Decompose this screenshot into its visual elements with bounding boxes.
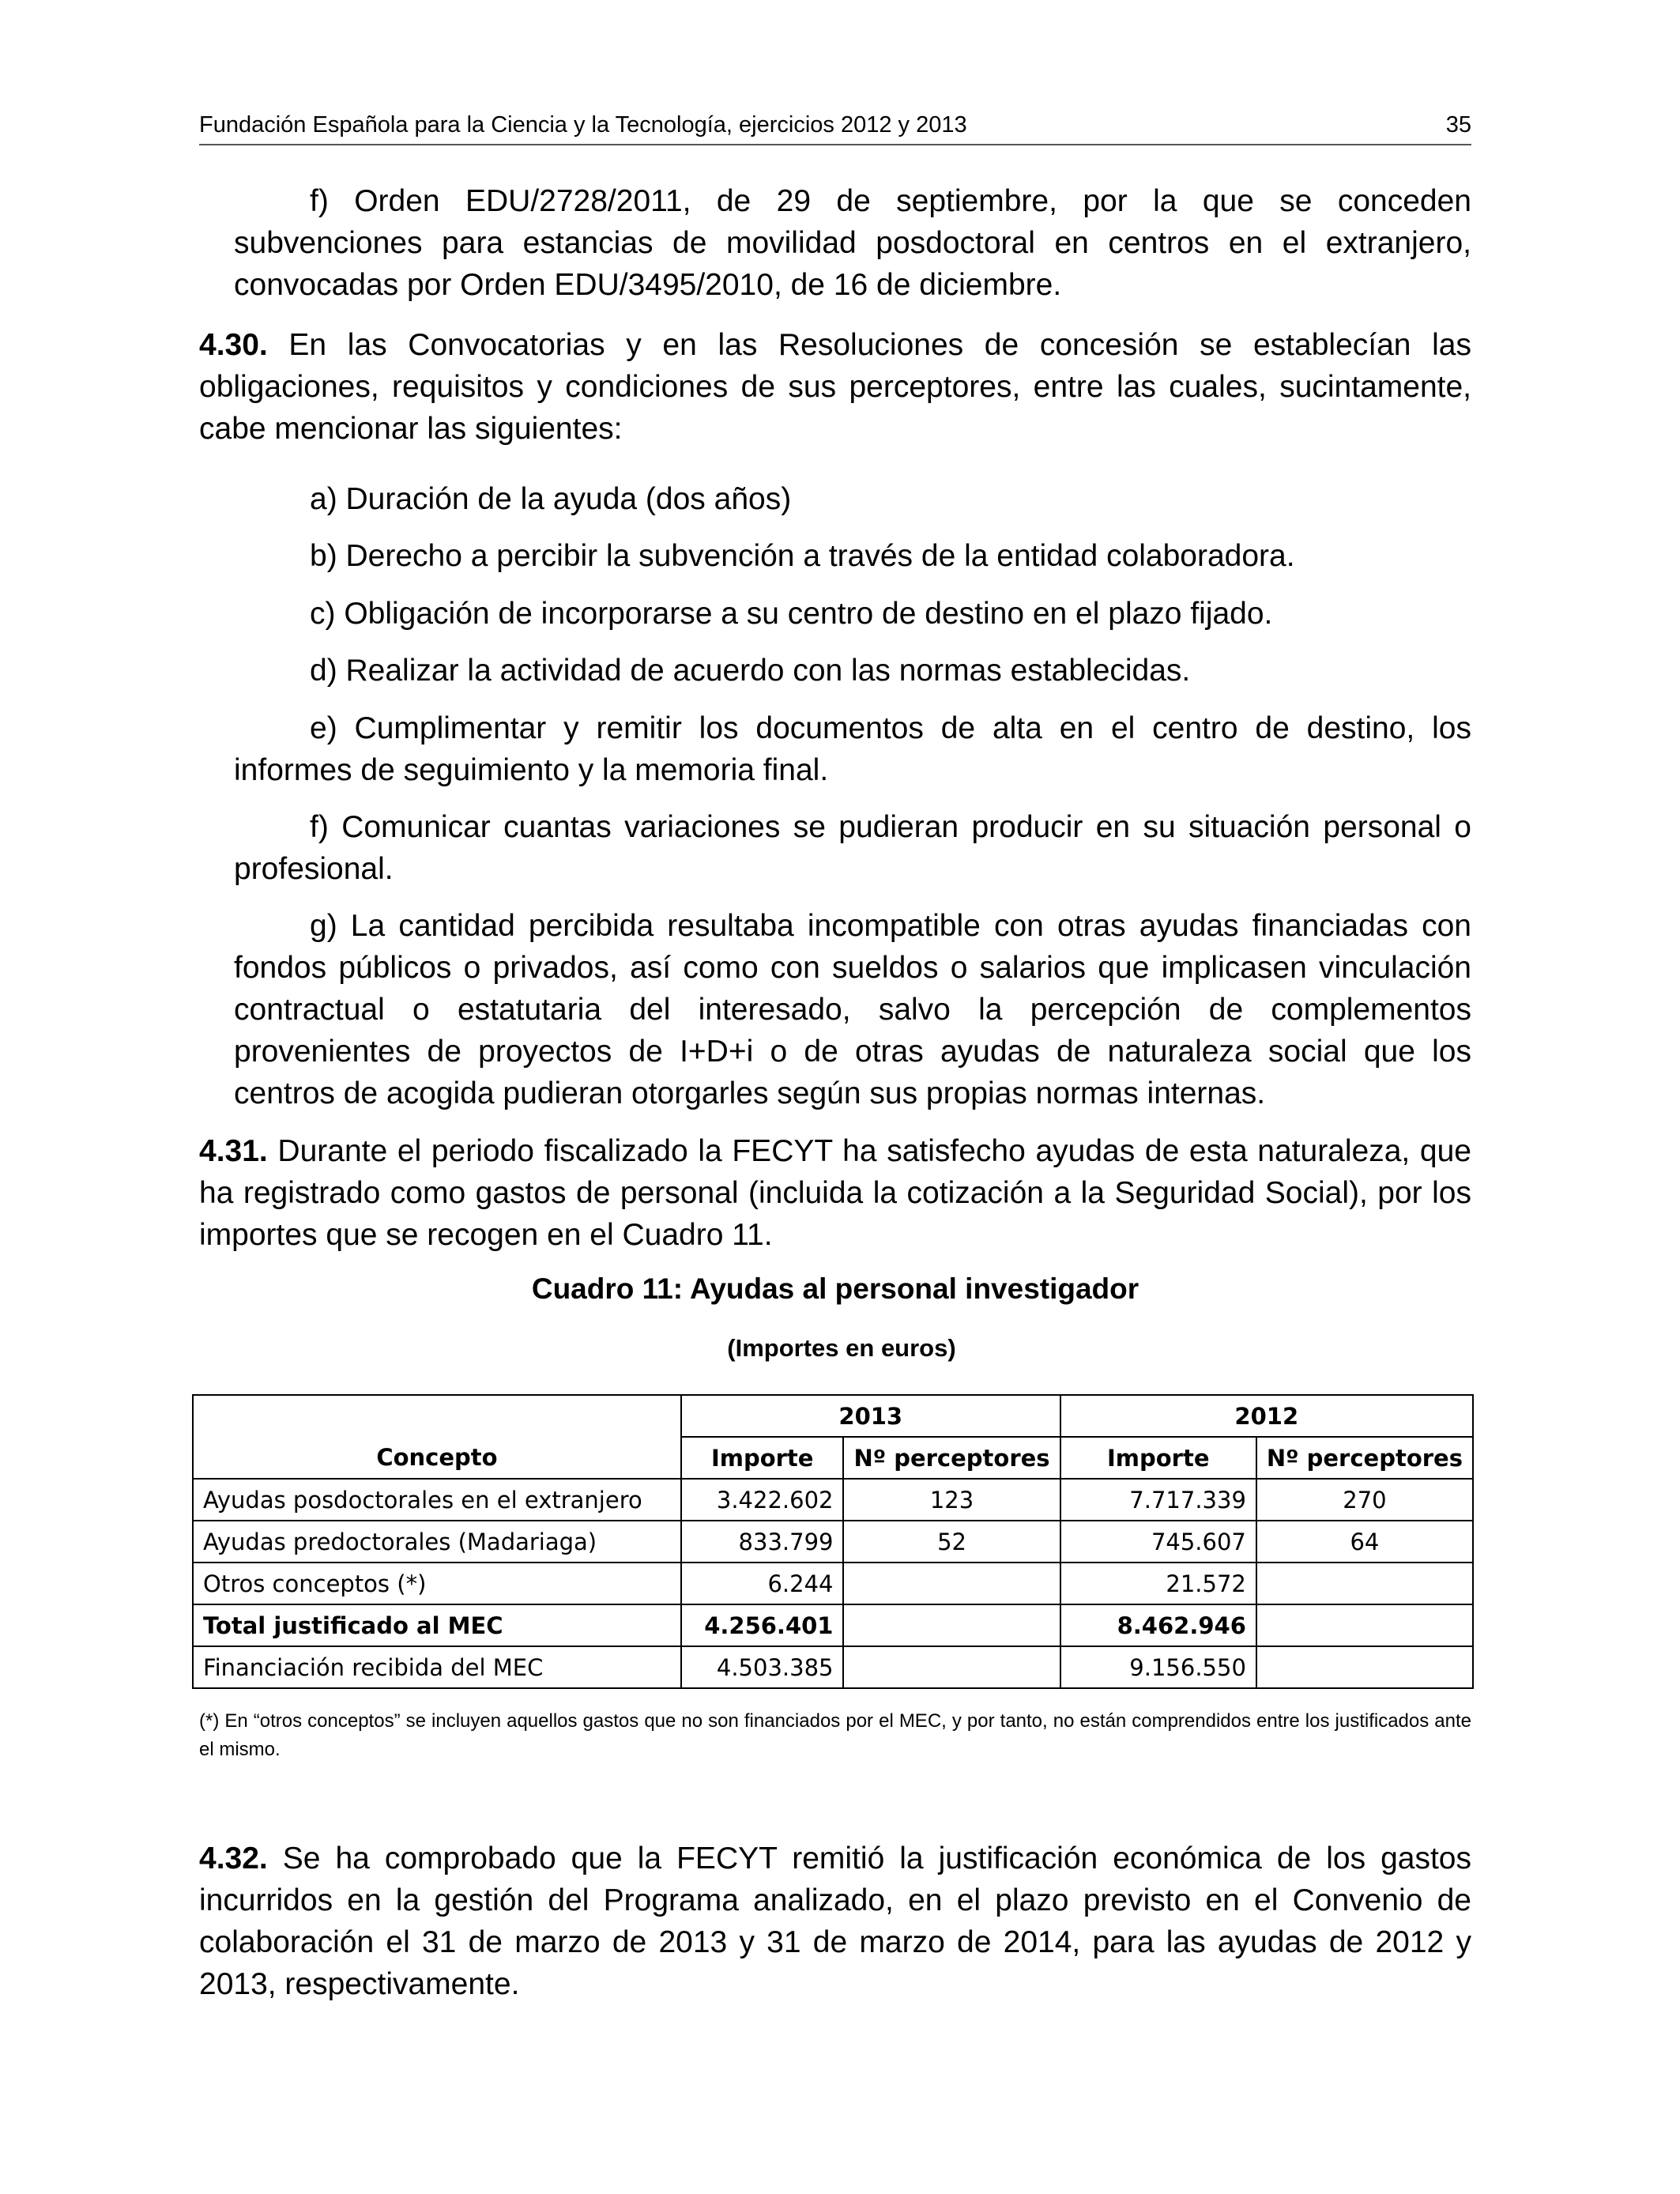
importe-cell: 21.572	[1060, 1563, 1256, 1604]
perceptores-cell	[1256, 1563, 1473, 1604]
paragraph-text: Se ha comprobado que la FECYT remitió la justificación económica de los gastos incurridos en la gestión del Programa analizado, en el plazo previsto en el Convenio de colaboración el 31 de marzo de 2013 y 31 de marzo de 2014, para las ayudas de 2012 y 2013, respectivamente.	[199, 1842, 1471, 2001]
paragraph-number: 4.32.	[199, 1842, 268, 1875]
importe-cell: 9.156.550	[1060, 1646, 1256, 1688]
perceptores-cell: 123	[843, 1479, 1060, 1521]
concepto-cell: Ayudas posdoctorales en el extranjero	[193, 1479, 681, 1521]
table-title: Cuadro 11: Ayudas al personal investigador	[531, 1272, 1139, 1305]
importe-cell: 833.799	[681, 1521, 844, 1563]
importe-cell: 8.462.946	[1060, 1604, 1256, 1646]
obligation-item: a) Duración de la ayuda (dos años)	[310, 482, 792, 516]
paragraph-4-31	[199, 1130, 1471, 1256]
table-row	[193, 1563, 1473, 1604]
paragraph-4-30	[199, 324, 1471, 450]
obligation-item: d) Realizar la actividad de acuerdo con las normas establecidas.	[310, 654, 1191, 688]
intro-item-f: f) Orden EDU/2728/2011, de 29 de septiembre, por la que se conceden subvenciones para estancias de movilidad posdoctoral en centros en el extranjero, convocadas por Orden EDU/3495/2010, de 16 de diciembre.	[234, 184, 1471, 302]
importe-cell: 6.244	[681, 1563, 844, 1604]
importe-2013-header: Importe	[681, 1437, 844, 1479]
perceptores-cell	[843, 1646, 1060, 1688]
concepto-cell: Financiación recibida del MEC	[193, 1646, 681, 1688]
perceptores-cell	[843, 1604, 1060, 1646]
obligation-item: f) Comunicar cuantas variaciones se pudieran producir en su situación personal o profesional.	[234, 810, 1471, 886]
paragraph-text: En las Convocatorias y en las Resoluciones de concesión se establecían las obligaciones, requisitos y condiciones de sus perceptores, entre las cuales, sucintamente, cabe mencionar las siguientes:	[199, 328, 1471, 446]
table-footnote: (*) En “otros conceptos” se incluyen aquellos gastos que no son financiados por el MEC, y por tanto, no están comprendidos entre los justificados ante el mismo.	[199, 1710, 1471, 1760]
table-subheader-row	[193, 1437, 1473, 1479]
page-number: 35	[1445, 112, 1471, 138]
perceptores-cell	[843, 1563, 1060, 1604]
obligation-item: b) Derecho a percibir la subvención a través de la entidad colaboradora.	[310, 539, 1295, 573]
aid-table	[192, 1394, 1474, 1689]
year-2013-header: 2013	[681, 1395, 1060, 1437]
page-header	[199, 111, 1471, 145]
table-total-row	[193, 1604, 1473, 1646]
concepto-cell: Ayudas predoctorales (Madariaga)	[193, 1521, 681, 1563]
obligation-item: g) La cantidad percibida resultaba incompatible con otras ayudas financiadas con fondos públicos o privados, así como con sueldos o salarios que implicasen vinculación contractual o estatutaria del interesado, salvo la percepción de complementos provenientes de proyectos de I+D+i o de otras ayudas de naturaleza social que los centros de acogida pudieran otorgarles según sus propias normas internas.	[234, 909, 1471, 1110]
perceptores-cell: 270	[1256, 1479, 1473, 1521]
concepto-cell: Otros conceptos (*)	[193, 1563, 681, 1604]
header-title: Fundación Española para la Ciencia y la Tecnología, ejercicios 2012 y 2013	[199, 112, 967, 138]
importe-cell: 3.422.602	[681, 1479, 844, 1521]
perceptores-cell: 64	[1256, 1521, 1473, 1563]
paragraph-number: 4.30.	[199, 328, 268, 362]
concepto-header: Concepto	[193, 1437, 681, 1479]
paragraph-4-32	[199, 1838, 1471, 2005]
importe-cell: 4.503.385	[681, 1646, 844, 1688]
year-2012-header: 2012	[1060, 1395, 1473, 1437]
importe-cell: 4.256.401	[681, 1604, 844, 1646]
table-row	[193, 1521, 1473, 1563]
table-row	[193, 1646, 1473, 1688]
perceptores-cell	[1256, 1604, 1473, 1646]
obligation-item: e) Cumplimentar y remitir los documentos de alta en el centro de destino, los informes de seguimiento y la memoria final.	[234, 711, 1471, 787]
concepto-cell: Total justificado al MEC	[193, 1604, 681, 1646]
table-row	[193, 1479, 1473, 1521]
perceptores-cell: 52	[843, 1521, 1060, 1563]
importe-cell: 745.607	[1060, 1521, 1256, 1563]
table-subtitle: (Importes en euros)	[727, 1334, 956, 1362]
table-corner-cell	[193, 1395, 681, 1437]
perceptores-2013-header: Nº perceptores	[843, 1437, 1060, 1479]
importe-2012-header: Importe	[1060, 1437, 1256, 1479]
paragraph-text: Durante el periodo fiscalizado la FECYT ha satisfecho ayudas de esta naturaleza, que ha registrado como gastos de personal (incluida la cotización a la Seguridad Social), por los importes que se recogen en el Cuadro 11.	[199, 1134, 1471, 1252]
paragraph-number: 4.31.	[199, 1134, 268, 1168]
obligation-item: c) Obligación de incorporarse a su centro de destino en el plazo fijado.	[310, 597, 1273, 631]
importe-cell: 7.717.339	[1060, 1479, 1256, 1521]
perceptores-cell	[1256, 1646, 1473, 1688]
perceptores-2012-header: Nº perceptores	[1256, 1437, 1473, 1479]
table-header-row	[193, 1395, 1473, 1437]
